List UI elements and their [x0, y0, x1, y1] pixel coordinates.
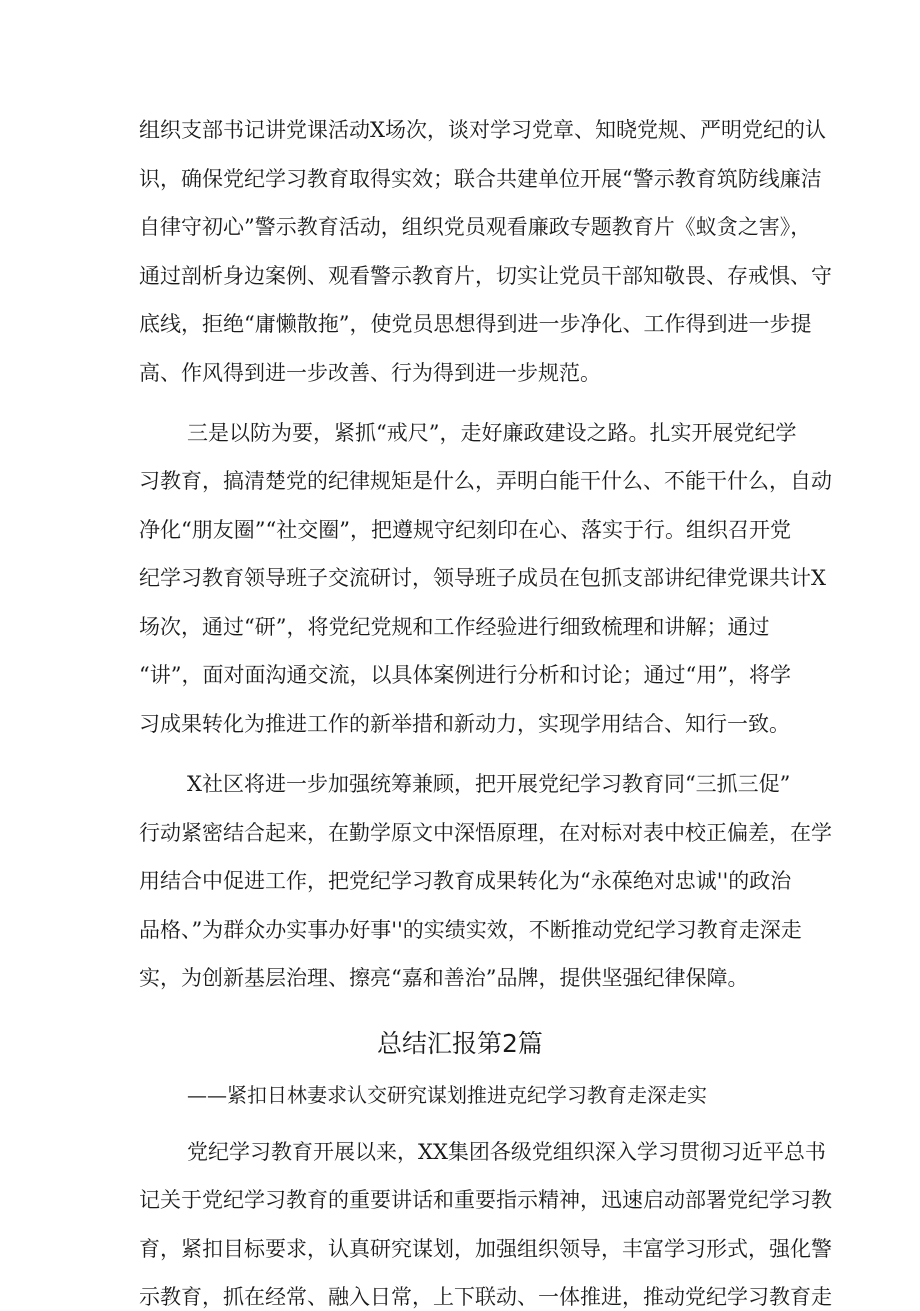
- paragraph-line: 识，确保党纪学习教育取得实效；联合共建单位开展“警示教育筑防线廉洁: [139, 167, 822, 191]
- paragraph-line: 习成果转化为推进工作的新举措和新动力，实现学用结合、知行一致。: [139, 712, 790, 736]
- paragraph-line: “讲”，面对面沟通交流，以具体案例进行分析和讨论；通过“用”，将学: [139, 663, 791, 687]
- paragraph-line: 记关于党纪学习教育的重要讲话和重要指示精神，迅速启动部署党纪学习教: [139, 1188, 832, 1212]
- paragraph-line: 自律守初心”警示教育活动，组织党员观看廉政专题教育片《蚁贪之害》，: [139, 215, 812, 239]
- paragraph-line: 行动紧密结合起来，在勤学原文中深悟原理，在对标对表中校正偏差，在学: [139, 821, 832, 845]
- paragraph-line: 高、作风得到进一步改善、行为得到进一步规范。: [139, 361, 601, 385]
- paragraph-line: 习教育，搞清楚党的纪律规矩是什么，弄明白能干什么、不能干什么，自动: [139, 469, 832, 493]
- paragraph-line: 三是以防为要，紧抓“戒尺”，走好廉政建设之路。扎实开展党纪学: [187, 421, 797, 445]
- paragraph-line: 育，紧扣目标要求，认真研究谋划，加强组织领导，丰富学习形式，强化警: [139, 1237, 832, 1261]
- paragraph-line: 实，为创新基层治理、擦亮“嘉和善治”品牌，提供坚强纪律保障。: [139, 966, 749, 990]
- paragraph-line: 品格、”为群众办实事办好事''的实绩实效，不断推动党纪学习教育走深走: [139, 918, 802, 942]
- section-subtitle: ——紧扣日林妻求认交研究谋划推进克纪学习教育走深走实: [187, 1083, 707, 1107]
- paragraph-line: 示教育，抓在经常、融入日常，上下联动、一体推进，推动党纪学习教育走: [139, 1285, 832, 1309]
- paragraph-line: 通过剖析身边案例、观看警示教育片，切实让党员干部知敬畏、存戒惧、守: [139, 264, 832, 288]
- paragraph-line: 净化“朋友圈”“社交圈”，把遵规守纪刻印在心、落实于行。组织召开党: [139, 518, 791, 542]
- paragraph-line: 党纪学习教育开展以来，XX集团各级党组织深入学习贯彻习近平总书: [187, 1140, 826, 1164]
- paragraph-line: 场次，通过“研”，将党纪党规和工作经验进行细致梳理和讲解；通过: [139, 615, 770, 639]
- paragraph-line: 用结合中促进工作，把党纪学习教育成果转化为“永葆绝对忠诚''的政治: [139, 869, 792, 893]
- paragraph-line: 组织支部书记讲党课活动X场次，谈对学习党章、知晓党规、严明党纪的认: [139, 118, 826, 142]
- paragraph-line: 底线，拒绝“庸懒散拖”，使党员思想得到进一步净化、工作得到进一步提: [139, 312, 812, 336]
- paragraph-line: X社区将进一步加强统筹兼顾，把开展党纪学习教育同“三抓三促”: [187, 772, 791, 796]
- section-title: 总结汇报第2篇: [377, 1029, 543, 1058]
- paragraph-line: 纪学习教育领导班子交流研讨，领导班子成员在包抓支部讲纪律党课共计X: [139, 566, 826, 590]
